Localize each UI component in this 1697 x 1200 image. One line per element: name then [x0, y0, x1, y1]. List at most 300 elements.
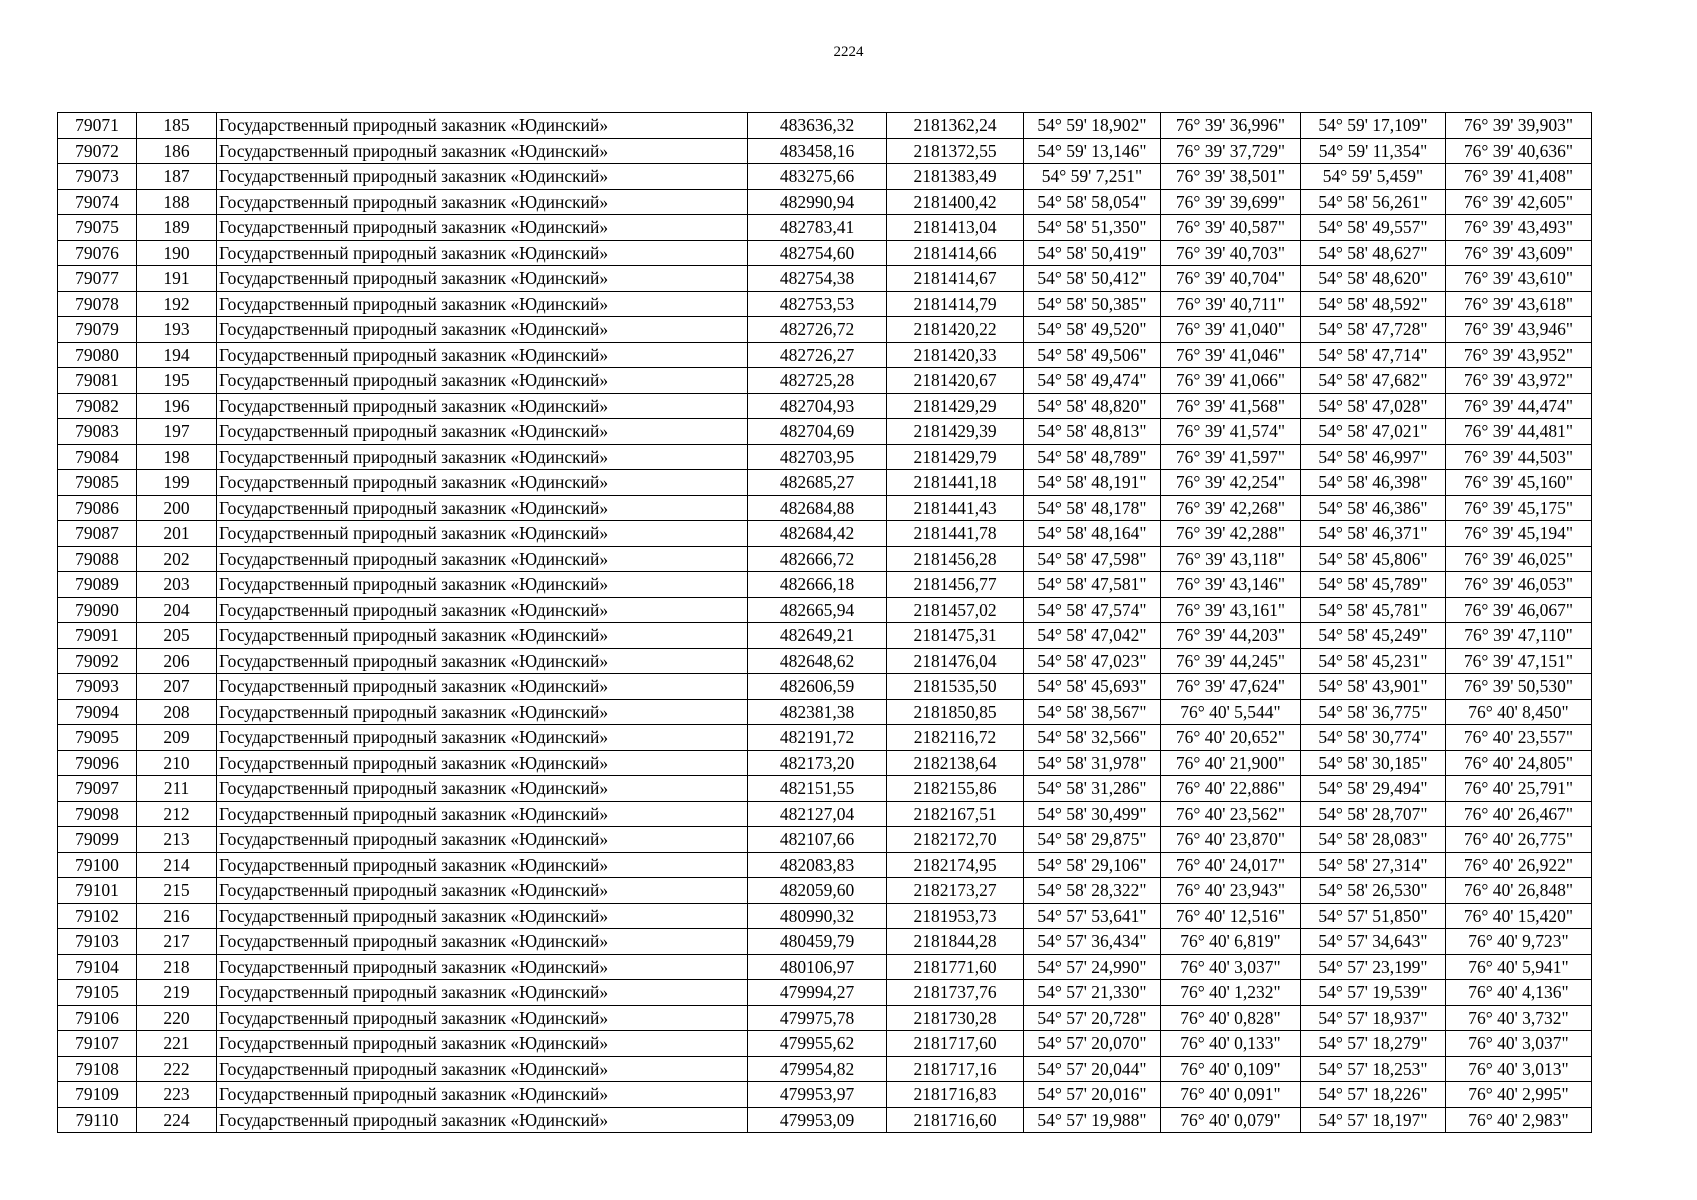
point-number-cell: 195: [137, 368, 217, 394]
y-coordinate-cell: 2181441,78: [887, 521, 1024, 547]
record-id-cell: 79109: [58, 1082, 137, 1108]
record-id-cell: 79094: [58, 699, 137, 725]
name-cell: Государственный природный заказник «Юдинский»: [217, 954, 748, 980]
latitude-1-cell: 54° 57' 21,330": [1024, 980, 1161, 1006]
latitude-1-cell: 54° 57' 53,641": [1024, 903, 1161, 929]
latitude-2-cell: 54° 58' 28,083": [1301, 827, 1446, 853]
longitude-1-cell: 76° 39' 40,587": [1161, 215, 1301, 241]
y-coordinate-cell: 2181414,79: [887, 291, 1024, 317]
point-number-cell: 209: [137, 725, 217, 751]
name-cell: Государственный природный заказник «Юдинский»: [217, 495, 748, 521]
x-coordinate-cell: 482127,04: [748, 801, 887, 827]
point-number-cell: 191: [137, 266, 217, 292]
latitude-1-cell: 54° 57' 24,990": [1024, 954, 1161, 980]
latitude-1-cell: 54° 57' 20,728": [1024, 1005, 1161, 1031]
y-coordinate-cell: 2181429,79: [887, 444, 1024, 470]
record-id-cell: 79098: [58, 801, 137, 827]
point-number-cell: 185: [137, 113, 217, 139]
latitude-1-cell: 54° 58' 49,506": [1024, 342, 1161, 368]
y-coordinate-cell: 2181457,02: [887, 597, 1024, 623]
longitude-1-cell: 76° 40' 0,091": [1161, 1082, 1301, 1108]
record-id-cell: 79101: [58, 878, 137, 904]
longitude-1-cell: 76° 39' 42,268": [1161, 495, 1301, 521]
y-coordinate-cell: 2181475,31: [887, 623, 1024, 649]
point-number-cell: 190: [137, 240, 217, 266]
longitude-1-cell: 76° 39' 44,245": [1161, 648, 1301, 674]
x-coordinate-cell: 482648,62: [748, 648, 887, 674]
x-coordinate-cell: 482725,28: [748, 368, 887, 394]
record-id-cell: 79088: [58, 546, 137, 572]
latitude-1-cell: 54° 58' 29,106": [1024, 852, 1161, 878]
table-row: [58, 801, 1592, 827]
record-id-cell: 79093: [58, 674, 137, 700]
point-number-cell: 206: [137, 648, 217, 674]
y-coordinate-cell: 2181850,85: [887, 699, 1024, 725]
table-body: [58, 113, 1592, 1133]
record-id-cell: 79110: [58, 1107, 137, 1133]
record-id-cell: 79082: [58, 393, 137, 419]
x-coordinate-cell: 482083,83: [748, 852, 887, 878]
x-coordinate-cell: 482754,38: [748, 266, 887, 292]
x-coordinate-cell: 482783,41: [748, 215, 887, 241]
longitude-1-cell: 76° 40' 1,232": [1161, 980, 1301, 1006]
latitude-1-cell: 54° 58' 49,474": [1024, 368, 1161, 394]
y-coordinate-cell: 2181737,76: [887, 980, 1024, 1006]
record-id-cell: 79079: [58, 317, 137, 343]
latitude-2-cell: 54° 58' 48,592": [1301, 291, 1446, 317]
latitude-1-cell: 54° 57' 20,044": [1024, 1056, 1161, 1082]
table-row: [58, 138, 1592, 164]
record-id-cell: 79074: [58, 189, 137, 215]
record-id-cell: 79091: [58, 623, 137, 649]
table-row: [58, 1056, 1592, 1082]
longitude-2-cell: 76° 40' 26,775": [1446, 827, 1592, 853]
point-number-cell: 208: [137, 699, 217, 725]
latitude-1-cell: 54° 59' 13,146": [1024, 138, 1161, 164]
y-coordinate-cell: 2181362,24: [887, 113, 1024, 139]
latitude-2-cell: 54° 57' 34,643": [1301, 929, 1446, 955]
table-row: [58, 444, 1592, 470]
longitude-1-cell: 76° 39' 37,729": [1161, 138, 1301, 164]
x-coordinate-cell: 479953,09: [748, 1107, 887, 1133]
table-row: [58, 393, 1592, 419]
name-cell: Государственный природный заказник «Юдинский»: [217, 138, 748, 164]
longitude-2-cell: 76° 39' 43,972": [1446, 368, 1592, 394]
latitude-2-cell: 54° 58' 46,386": [1301, 495, 1446, 521]
longitude-2-cell: 76° 39' 44,481": [1446, 419, 1592, 445]
latitude-1-cell: 54° 58' 48,789": [1024, 444, 1161, 470]
record-id-cell: 79073: [58, 164, 137, 190]
latitude-1-cell: 54° 59' 18,902": [1024, 113, 1161, 139]
longitude-2-cell: 76° 40' 26,922": [1446, 852, 1592, 878]
longitude-2-cell: 76° 40' 3,013": [1446, 1056, 1592, 1082]
table-row: [58, 342, 1592, 368]
latitude-2-cell: 54° 57' 18,937": [1301, 1005, 1446, 1031]
latitude-1-cell: 54° 58' 31,978": [1024, 750, 1161, 776]
longitude-2-cell: 76° 40' 15,420": [1446, 903, 1592, 929]
point-number-cell: 222: [137, 1056, 217, 1082]
name-cell: Государственный природный заказник «Юдинский»: [217, 342, 748, 368]
x-coordinate-cell: 482059,60: [748, 878, 887, 904]
point-number-cell: 207: [137, 674, 217, 700]
record-id-cell: 79087: [58, 521, 137, 547]
name-cell: Государственный природный заказник «Юдинский»: [217, 903, 748, 929]
y-coordinate-cell: 2181456,28: [887, 546, 1024, 572]
table-row: [58, 215, 1592, 241]
longitude-1-cell: 76° 39' 40,704": [1161, 266, 1301, 292]
record-id-cell: 79071: [58, 113, 137, 139]
table-row: [58, 317, 1592, 343]
point-number-cell: 224: [137, 1107, 217, 1133]
name-cell: Государственный природный заказник «Юдинский»: [217, 699, 748, 725]
table-row: [58, 980, 1592, 1006]
longitude-1-cell: 76° 40' 0,828": [1161, 1005, 1301, 1031]
longitude-2-cell: 76° 39' 50,530": [1446, 674, 1592, 700]
point-number-cell: 198: [137, 444, 217, 470]
y-coordinate-cell: 2181383,49: [887, 164, 1024, 190]
longitude-1-cell: 76° 40' 22,886": [1161, 776, 1301, 802]
record-id-cell: 79096: [58, 750, 137, 776]
latitude-2-cell: 54° 59' 17,109": [1301, 113, 1446, 139]
longitude-2-cell: 76° 40' 26,467": [1446, 801, 1592, 827]
longitude-1-cell: 76° 39' 41,066": [1161, 368, 1301, 394]
longitude-2-cell: 76° 39' 46,067": [1446, 597, 1592, 623]
longitude-1-cell: 76° 39' 47,624": [1161, 674, 1301, 700]
latitude-2-cell: 54° 58' 30,185": [1301, 750, 1446, 776]
latitude-1-cell: 54° 58' 47,598": [1024, 546, 1161, 572]
latitude-2-cell: 54° 58' 46,371": [1301, 521, 1446, 547]
table-row: [58, 776, 1592, 802]
point-number-cell: 194: [137, 342, 217, 368]
latitude-1-cell: 54° 58' 32,566": [1024, 725, 1161, 751]
record-id-cell: 79076: [58, 240, 137, 266]
name-cell: Государственный природный заказник «Юдинский»: [217, 546, 748, 572]
latitude-1-cell: 54° 58' 48,813": [1024, 419, 1161, 445]
x-coordinate-cell: 482665,94: [748, 597, 887, 623]
latitude-2-cell: 54° 58' 48,620": [1301, 266, 1446, 292]
point-number-cell: 193: [137, 317, 217, 343]
table-row: [58, 597, 1592, 623]
latitude-1-cell: 54° 58' 47,581": [1024, 572, 1161, 598]
x-coordinate-cell: 482107,66: [748, 827, 887, 853]
x-coordinate-cell: 479975,78: [748, 1005, 887, 1031]
record-id-cell: 79104: [58, 954, 137, 980]
table-row: [58, 725, 1592, 751]
point-number-cell: 213: [137, 827, 217, 853]
y-coordinate-cell: 2181420,33: [887, 342, 1024, 368]
y-coordinate-cell: 2181441,43: [887, 495, 1024, 521]
latitude-2-cell: 54° 58' 48,627": [1301, 240, 1446, 266]
name-cell: Государственный природный заказник «Юдинский»: [217, 266, 748, 292]
table-row: [58, 240, 1592, 266]
longitude-2-cell: 76° 39' 46,053": [1446, 572, 1592, 598]
name-cell: Государственный природный заказник «Юдинский»: [217, 572, 748, 598]
longitude-2-cell: 76° 40' 23,557": [1446, 725, 1592, 751]
point-number-cell: 188: [137, 189, 217, 215]
record-id-cell: 79086: [58, 495, 137, 521]
longitude-1-cell: 76° 40' 12,516": [1161, 903, 1301, 929]
longitude-1-cell: 76° 40' 5,544": [1161, 699, 1301, 725]
longitude-1-cell: 76° 40' 24,017": [1161, 852, 1301, 878]
point-number-cell: 203: [137, 572, 217, 598]
latitude-2-cell: 54° 57' 18,197": [1301, 1107, 1446, 1133]
longitude-2-cell: 76° 39' 45,160": [1446, 470, 1592, 496]
point-number-cell: 186: [137, 138, 217, 164]
point-number-cell: 218: [137, 954, 217, 980]
x-coordinate-cell: 482704,69: [748, 419, 887, 445]
name-cell: Государственный природный заказник «Юдинский»: [217, 929, 748, 955]
x-coordinate-cell: 482649,21: [748, 623, 887, 649]
longitude-2-cell: 76° 39' 45,175": [1446, 495, 1592, 521]
x-coordinate-cell: 480990,32: [748, 903, 887, 929]
longitude-1-cell: 76° 40' 23,870": [1161, 827, 1301, 853]
longitude-2-cell: 76° 39' 47,110": [1446, 623, 1592, 649]
longitude-2-cell: 76° 39' 39,903": [1446, 113, 1592, 139]
name-cell: Государственный природный заказник «Юдинский»: [217, 291, 748, 317]
y-coordinate-cell: 2181420,22: [887, 317, 1024, 343]
name-cell: Государственный природный заказник «Юдинский»: [217, 368, 748, 394]
point-number-cell: 216: [137, 903, 217, 929]
longitude-2-cell: 76° 39' 43,952": [1446, 342, 1592, 368]
latitude-2-cell: 54° 57' 19,539": [1301, 980, 1446, 1006]
y-coordinate-cell: 2181420,67: [887, 368, 1024, 394]
record-id-cell: 79095: [58, 725, 137, 751]
latitude-1-cell: 54° 58' 50,412": [1024, 266, 1161, 292]
table-row: [58, 164, 1592, 190]
point-number-cell: 199: [137, 470, 217, 496]
y-coordinate-cell: 2182172,70: [887, 827, 1024, 853]
x-coordinate-cell: 482684,42: [748, 521, 887, 547]
longitude-1-cell: 76° 40' 0,109": [1161, 1056, 1301, 1082]
latitude-1-cell: 54° 58' 50,385": [1024, 291, 1161, 317]
longitude-1-cell: 76° 39' 42,288": [1161, 521, 1301, 547]
longitude-1-cell: 76° 40' 3,037": [1161, 954, 1301, 980]
latitude-1-cell: 54° 58' 58,054": [1024, 189, 1161, 215]
latitude-1-cell: 54° 58' 45,693": [1024, 674, 1161, 700]
latitude-2-cell: 54° 57' 23,199": [1301, 954, 1446, 980]
table-row: [58, 368, 1592, 394]
x-coordinate-cell: 482191,72: [748, 725, 887, 751]
x-coordinate-cell: 482726,27: [748, 342, 887, 368]
table-row: [58, 546, 1592, 572]
table-row: [58, 572, 1592, 598]
longitude-2-cell: 76° 40' 2,983": [1446, 1107, 1592, 1133]
point-number-cell: 205: [137, 623, 217, 649]
longitude-1-cell: 76° 39' 41,574": [1161, 419, 1301, 445]
latitude-2-cell: 54° 58' 47,714": [1301, 342, 1446, 368]
x-coordinate-cell: 482753,53: [748, 291, 887, 317]
latitude-2-cell: 54° 58' 28,707": [1301, 801, 1446, 827]
point-number-cell: 204: [137, 597, 217, 623]
x-coordinate-cell: 482685,27: [748, 470, 887, 496]
longitude-1-cell: 76° 39' 41,040": [1161, 317, 1301, 343]
latitude-2-cell: 54° 58' 45,806": [1301, 546, 1446, 572]
latitude-2-cell: 54° 57' 18,253": [1301, 1056, 1446, 1082]
table-row: [58, 113, 1592, 139]
table-row: [58, 1031, 1592, 1057]
y-coordinate-cell: 2181716,60: [887, 1107, 1024, 1133]
latitude-2-cell: 54° 58' 43,901": [1301, 674, 1446, 700]
latitude-1-cell: 54° 58' 48,820": [1024, 393, 1161, 419]
name-cell: Государственный природный заказник «Юдинский»: [217, 215, 748, 241]
longitude-1-cell: 76° 40' 21,900": [1161, 750, 1301, 776]
longitude-1-cell: 76° 39' 41,046": [1161, 342, 1301, 368]
longitude-2-cell: 76° 39' 43,946": [1446, 317, 1592, 343]
y-coordinate-cell: 2181441,18: [887, 470, 1024, 496]
y-coordinate-cell: 2181429,29: [887, 393, 1024, 419]
latitude-1-cell: 54° 57' 20,070": [1024, 1031, 1161, 1057]
latitude-2-cell: 54° 57' 51,850": [1301, 903, 1446, 929]
name-cell: Государственный природный заказник «Юдинский»: [217, 648, 748, 674]
longitude-1-cell: 76° 40' 23,943": [1161, 878, 1301, 904]
latitude-2-cell: 54° 58' 45,789": [1301, 572, 1446, 598]
latitude-2-cell: 54° 58' 26,530": [1301, 878, 1446, 904]
record-id-cell: 79081: [58, 368, 137, 394]
x-coordinate-cell: 482726,72: [748, 317, 887, 343]
x-coordinate-cell: 482990,94: [748, 189, 887, 215]
x-coordinate-cell: 482381,38: [748, 699, 887, 725]
name-cell: Государственный природный заказник «Юдинский»: [217, 164, 748, 190]
longitude-2-cell: 76° 39' 45,194": [1446, 521, 1592, 547]
longitude-2-cell: 76° 39' 43,618": [1446, 291, 1592, 317]
latitude-1-cell: 54° 58' 51,350": [1024, 215, 1161, 241]
x-coordinate-cell: 480106,97: [748, 954, 887, 980]
latitude-2-cell: 54° 58' 45,249": [1301, 623, 1446, 649]
name-cell: Государственный природный заказник «Юдинский»: [217, 189, 748, 215]
name-cell: Государственный природный заказник «Юдинский»: [217, 419, 748, 445]
table-row: [58, 1082, 1592, 1108]
name-cell: Государственный природный заказник «Юдинский»: [217, 1005, 748, 1031]
name-cell: Государственный природный заказник «Юдинский»: [217, 725, 748, 751]
longitude-1-cell: 76° 40' 20,652": [1161, 725, 1301, 751]
point-number-cell: 196: [137, 393, 217, 419]
name-cell: Государственный природный заказник «Юдинский»: [217, 521, 748, 547]
record-id-cell: 79097: [58, 776, 137, 802]
x-coordinate-cell: 482704,93: [748, 393, 887, 419]
record-id-cell: 79078: [58, 291, 137, 317]
longitude-2-cell: 76° 40' 3,037": [1446, 1031, 1592, 1057]
y-coordinate-cell: 2182174,95: [887, 852, 1024, 878]
x-coordinate-cell: 482173,20: [748, 750, 887, 776]
point-number-cell: 202: [137, 546, 217, 572]
longitude-1-cell: 76° 39' 43,146": [1161, 572, 1301, 598]
x-coordinate-cell: 479954,82: [748, 1056, 887, 1082]
longitude-2-cell: 76° 40' 9,723": [1446, 929, 1592, 955]
name-cell: Государственный природный заказник «Юдинский»: [217, 240, 748, 266]
name-cell: Государственный природный заказник «Юдинский»: [217, 1031, 748, 1057]
table-row: [58, 852, 1592, 878]
latitude-2-cell: 54° 58' 56,261": [1301, 189, 1446, 215]
longitude-2-cell: 76° 39' 43,609": [1446, 240, 1592, 266]
longitude-2-cell: 76° 40' 24,805": [1446, 750, 1592, 776]
latitude-1-cell: 54° 58' 47,042": [1024, 623, 1161, 649]
latitude-2-cell: 54° 58' 47,682": [1301, 368, 1446, 394]
latitude-1-cell: 54° 58' 28,322": [1024, 878, 1161, 904]
latitude-1-cell: 54° 59' 7,251": [1024, 164, 1161, 190]
name-cell: Государственный природный заказник «Юдинский»: [217, 776, 748, 802]
point-number-cell: 201: [137, 521, 217, 547]
name-cell: Государственный природный заказник «Юдинский»: [217, 852, 748, 878]
table-row: [58, 623, 1592, 649]
table-row: [58, 903, 1592, 929]
table-row: [58, 291, 1592, 317]
y-coordinate-cell: 2181429,39: [887, 419, 1024, 445]
latitude-2-cell: 54° 58' 45,781": [1301, 597, 1446, 623]
y-coordinate-cell: 2181414,67: [887, 266, 1024, 292]
latitude-2-cell: 54° 58' 47,028": [1301, 393, 1446, 419]
latitude-1-cell: 54° 58' 48,164": [1024, 521, 1161, 547]
point-number-cell: 189: [137, 215, 217, 241]
record-id-cell: 79099: [58, 827, 137, 853]
longitude-2-cell: 76° 40' 4,136": [1446, 980, 1592, 1006]
table-row: [58, 954, 1592, 980]
longitude-2-cell: 76° 39' 43,610": [1446, 266, 1592, 292]
latitude-1-cell: 54° 58' 49,520": [1024, 317, 1161, 343]
table-row: [58, 495, 1592, 521]
name-cell: Государственный природный заказник «Юдинский»: [217, 1107, 748, 1133]
point-number-cell: 192: [137, 291, 217, 317]
y-coordinate-cell: 2181476,04: [887, 648, 1024, 674]
y-coordinate-cell: 2181414,66: [887, 240, 1024, 266]
name-cell: Государственный природный заказник «Юдинский»: [217, 444, 748, 470]
y-coordinate-cell: 2181844,28: [887, 929, 1024, 955]
name-cell: Государственный природный заказник «Юдинский»: [217, 674, 748, 700]
name-cell: Государственный природный заказник «Юдинский»: [217, 1056, 748, 1082]
longitude-1-cell: 76° 39' 39,699": [1161, 189, 1301, 215]
name-cell: Государственный природный заказник «Юдинский»: [217, 827, 748, 853]
longitude-1-cell: 76° 39' 43,161": [1161, 597, 1301, 623]
longitude-2-cell: 76° 40' 25,791": [1446, 776, 1592, 802]
x-coordinate-cell: 479953,97: [748, 1082, 887, 1108]
record-id-cell: 79102: [58, 903, 137, 929]
longitude-1-cell: 76° 40' 0,079": [1161, 1107, 1301, 1133]
y-coordinate-cell: 2182138,64: [887, 750, 1024, 776]
longitude-1-cell: 76° 39' 41,597": [1161, 444, 1301, 470]
name-cell: Государственный природный заказник «Юдинский»: [217, 750, 748, 776]
x-coordinate-cell: 482684,88: [748, 495, 887, 521]
x-coordinate-cell: 482606,59: [748, 674, 887, 700]
name-cell: Государственный природный заказник «Юдинский»: [217, 113, 748, 139]
name-cell: Государственный природный заказник «Юдинский»: [217, 980, 748, 1006]
y-coordinate-cell: 2181717,60: [887, 1031, 1024, 1057]
latitude-2-cell: 54° 58' 47,728": [1301, 317, 1446, 343]
longitude-1-cell: 76° 40' 0,133": [1161, 1031, 1301, 1057]
name-cell: Государственный природный заказник «Юдинский»: [217, 470, 748, 496]
latitude-1-cell: 54° 58' 29,875": [1024, 827, 1161, 853]
y-coordinate-cell: 2182167,51: [887, 801, 1024, 827]
x-coordinate-cell: 483458,16: [748, 138, 887, 164]
longitude-2-cell: 76° 39' 41,408": [1446, 164, 1592, 190]
latitude-1-cell: 54° 57' 20,016": [1024, 1082, 1161, 1108]
name-cell: Государственный природный заказник «Юдинский»: [217, 801, 748, 827]
latitude-1-cell: 54° 58' 47,574": [1024, 597, 1161, 623]
name-cell: Государственный природный заказник «Юдинский»: [217, 878, 748, 904]
record-id-cell: 79085: [58, 470, 137, 496]
longitude-2-cell: 76° 40' 5,941": [1446, 954, 1592, 980]
x-coordinate-cell: 482151,55: [748, 776, 887, 802]
latitude-1-cell: 54° 58' 48,191": [1024, 470, 1161, 496]
record-id-cell: 79107: [58, 1031, 137, 1057]
y-coordinate-cell: 2181717,16: [887, 1056, 1024, 1082]
y-coordinate-cell: 2182155,86: [887, 776, 1024, 802]
latitude-1-cell: 54° 58' 48,178": [1024, 495, 1161, 521]
y-coordinate-cell: 2181716,83: [887, 1082, 1024, 1108]
x-coordinate-cell: 482754,60: [748, 240, 887, 266]
longitude-2-cell: 76° 39' 40,636": [1446, 138, 1592, 164]
point-number-cell: 210: [137, 750, 217, 776]
point-number-cell: 221: [137, 1031, 217, 1057]
record-id-cell: 79072: [58, 138, 137, 164]
